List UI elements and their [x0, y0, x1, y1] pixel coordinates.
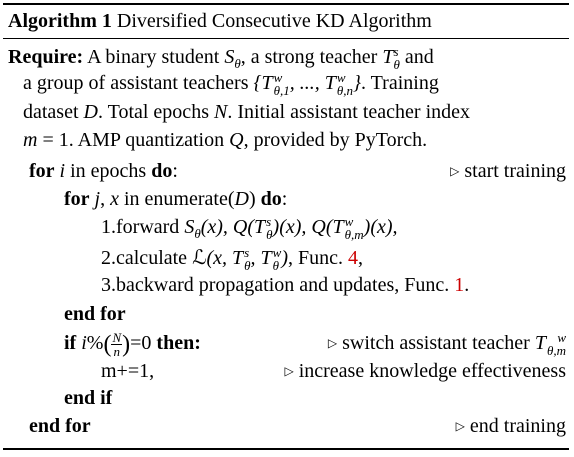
if-line: if i%( $\frac{N}{n}$ )=0 then:	[64, 329, 201, 359]
algorithm-title	[8, 6, 432, 36]
require-line-3: dataset D. Total epochs N. Initial assistant teacher index	[23, 101, 471, 123]
for-enumerate-line: for j, x in enumerate(D) do:	[64, 188, 288, 210]
algorithm-label: Algorithm 1	[8, 10, 112, 32]
title-rule	[3, 38, 569, 39]
m-increment-line: m+=1,	[101, 360, 155, 382]
require-line-2: a group of assistant teachers {T w θ,1 , ..., T w θ,n }. Training	[23, 70, 439, 99]
bottom-rule	[3, 448, 569, 450]
end-for-outer-line: end for	[29, 415, 91, 437]
end-for-inner-line: end for	[64, 303, 126, 325]
require-line-4: m = 1. AMP quantization Q, provided by PyTorch.	[23, 129, 428, 151]
top-rule	[3, 3, 569, 5]
comment-triangle-icon: ▷	[327, 336, 338, 350]
step-2-line: 2.calculate ℒ(x, T s θ , T w θ ), Func. 4,	[101, 245, 363, 274]
comment-start-training: ▷ start training	[450, 160, 566, 182]
end-if-line: end if	[64, 387, 113, 409]
for-epochs-line: for i in epochs do:	[29, 160, 178, 182]
algorithm-name: Diversified Consecutive KD Algorithm	[116, 10, 432, 32]
func-4-link[interactable]: 4	[348, 247, 358, 269]
comment-switch-teacher: ▷ switch assistant teacher T w θ,m	[327, 330, 566, 359]
func-1-link[interactable]: 1	[454, 274, 465, 296]
comment-triangle-icon: ▷	[284, 364, 294, 378]
comment-triangle-icon: ▷	[455, 419, 465, 433]
require-line-1: Require: A binary student $S_\theta$, a strong teacher T s θ and	[8, 44, 434, 73]
comment-end-training: ▷ end training	[455, 415, 566, 437]
comment-increase: ▷ increase knowledge effectiveness	[284, 360, 566, 382]
step-3-line: 3.backward propagation and updates, Func. 1.	[101, 274, 470, 296]
step-1-line: 1.forward $S_\theta(x)$, Q(T s θ )(x), Q(T w θ,m )(x),	[101, 214, 398, 243]
comment-triangle-icon: ▷	[450, 164, 460, 178]
